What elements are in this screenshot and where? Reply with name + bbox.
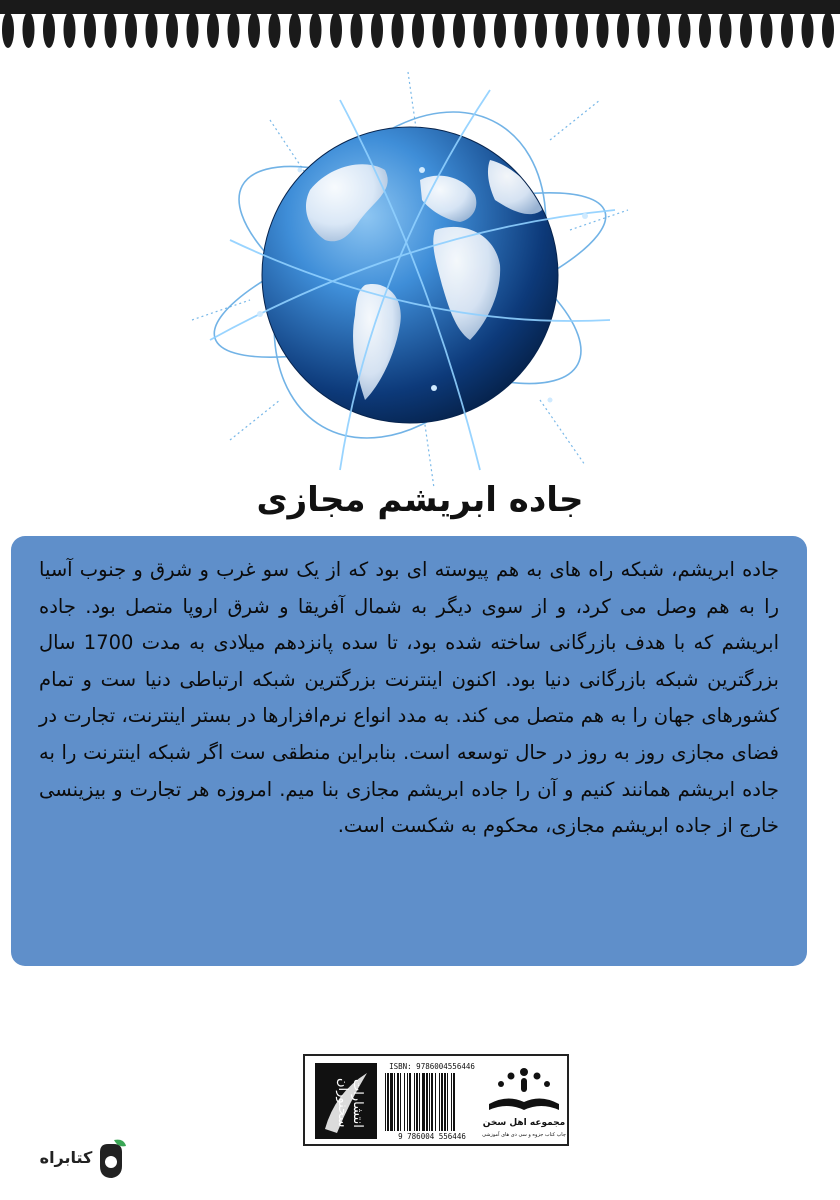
- publisher-info-box: [303, 1054, 569, 1146]
- border-scallop: [515, 12, 527, 48]
- border-scallop: [269, 12, 281, 48]
- barcode-bar: [439, 1073, 440, 1131]
- ketabrah-watermark: [38, 1138, 128, 1184]
- globe-illustration: [190, 70, 630, 490]
- series-name: مجموعه اهل سخن: [482, 1118, 566, 1128]
- border-scallop: [474, 12, 486, 48]
- border-scallop: [535, 12, 547, 48]
- barcode-number: 9 786004 556446: [398, 1132, 466, 1141]
- barcode-bar: [394, 1073, 395, 1131]
- barcode-bar: [447, 1073, 448, 1131]
- border-scallop: [105, 12, 117, 48]
- border-scallop: [228, 12, 240, 48]
- border-scallop: [679, 12, 691, 48]
- barcode-bar: [385, 1073, 386, 1131]
- barcode-bar: [390, 1073, 393, 1131]
- barcode-bars: [383, 1073, 481, 1131]
- publisher-logo: [315, 1063, 377, 1139]
- border-scallop: [556, 12, 568, 48]
- border-scallop: [207, 12, 219, 48]
- border-scallop: [740, 12, 752, 48]
- barcode-bar: [404, 1073, 405, 1131]
- barcode-bar: [387, 1073, 389, 1131]
- book-microphone-icon: [481, 1060, 567, 1118]
- series-logo: [481, 1060, 567, 1144]
- border-scallop: [289, 12, 301, 48]
- border-scallop: [166, 12, 178, 48]
- border-scallop: [699, 12, 711, 48]
- border-scallop: [802, 12, 814, 48]
- border-scallop: [2, 12, 14, 48]
- border-scallop: [822, 12, 834, 48]
- border-scallop: [617, 12, 629, 48]
- border-scallop: [412, 12, 424, 48]
- border-scallop: [576, 12, 588, 48]
- barcode-bar: [419, 1073, 420, 1131]
- border-scallop: [23, 12, 35, 48]
- border-scallop: [248, 12, 260, 48]
- description-panel: [11, 536, 807, 966]
- border-scallop: [125, 12, 137, 48]
- barcode-bar: [407, 1073, 408, 1131]
- border-scallop: [146, 12, 158, 48]
- border-scallop: [494, 12, 506, 48]
- barcode-bar: [444, 1073, 446, 1131]
- border-scallop: [392, 12, 404, 48]
- border-scallop: [371, 12, 383, 48]
- barcode-bar: [422, 1073, 425, 1131]
- barcode-bar: [431, 1073, 433, 1131]
- barcode-bar: [397, 1073, 399, 1131]
- border-scallop: [597, 12, 609, 48]
- border-scallop: [310, 12, 322, 48]
- border-scallop: [761, 12, 773, 48]
- border-scallop: [330, 12, 342, 48]
- border-scallop: [658, 12, 670, 48]
- barcode-bar: [409, 1073, 411, 1131]
- decorative-top-border: [0, 0, 840, 58]
- border-scallop: [433, 12, 445, 48]
- border-scallop: [187, 12, 199, 48]
- publisher-name: انتشارات سخنوران: [335, 1078, 365, 1128]
- border-scallop: [43, 12, 55, 48]
- ketabrah-logo-icon: [94, 1138, 128, 1180]
- barcode-bar: [453, 1073, 455, 1131]
- series-tagline: چاپ کتاب جزوه و سی دی های آموزشی: [482, 1132, 566, 1138]
- border-scallop: [453, 12, 465, 48]
- barcode-bar: [416, 1073, 418, 1131]
- border-scallop: [351, 12, 363, 48]
- description-text: جاده ابریشم، شبکه راه های به هم پیوسته ای بود که از یک سو غرب و شرق و جنوب آسیا را به هم وصل می کرد، و از سوی دیگر به شمال آفریقا و شرق اروپا متصل بود. جاده ابریشم که با هدف بازرگانی ساخته شده بود، تا سده پانزدهم میلادی به مدت 1700 سال بزرگترین شبکه بازرگانی دنیا بود. اکنون اینترنت بزرگترین شبکه ارتباطی دنیا ست و تمام کشورهای جهان را به هم متصل می کند. به مدد انواع نرم‌افزارها در بستر اینترنت، تجارت در فضای مجازی روز به روز در حال توسعه است. بنابراین منطقی ست اگر شبکه اینترنت را به جاده ابریشم همانند کنیم و آن را جاده ابریشم مجازی بنا میم. امروزه هر تجارت و بیزینسی خارج از جاده ابریشم مجازی، محکوم به شکست است.: [39, 558, 779, 838]
- barcode-bar: [441, 1073, 443, 1131]
- isbn-label: ISBN: 9786004556446: [389, 1062, 475, 1071]
- barcode-bar: [414, 1073, 415, 1131]
- barcode-bar: [400, 1073, 401, 1131]
- barcode-bar: [429, 1073, 430, 1131]
- barcode-bar: [435, 1073, 436, 1131]
- watermark-text: کتابراه: [39, 1148, 93, 1167]
- page-title: جاده ابریشم مجازی: [256, 480, 584, 520]
- barcode-bar: [451, 1073, 452, 1131]
- border-scallop: [84, 12, 96, 48]
- border-scallop: [638, 12, 650, 48]
- border-scallop: [781, 12, 793, 48]
- border-scallop: [64, 12, 76, 48]
- barcode-bar: [426, 1073, 428, 1131]
- border-scallop: [720, 12, 732, 48]
- barcode: [383, 1062, 481, 1142]
